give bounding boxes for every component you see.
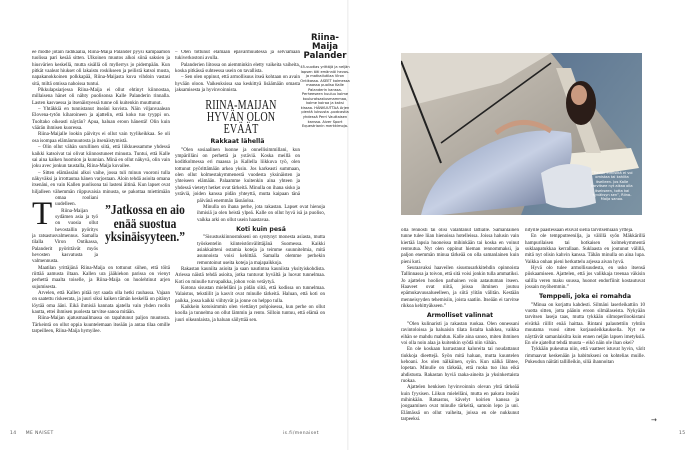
paragraph: – Yhtäkkiä en tunnistanut itseäni kuvista. Näin viljanvaalean Elovena-tytön kiharoineen ja ajattelin, että koko tuo tyyppi on. Tuoltako oikeasti näytän? Apua, haluan eroon hänestä! Olin kuin väärän ihmisen kuoressa. bbox=[32, 107, 170, 132]
section-heading-rakkaat: Rakkaat lähellä bbox=[210, 138, 265, 146]
paragraph: ”Minua on korjattu kahdesti. Silmäni laserleikattiin 10 vuotta sitten, jotta päänin eroon silmälaseista. Nykyään tarvitsen laseja taas, mutta tykkään silmoperilookistani eivätkä riillit enää haittaa. Rintani palautettiin ryhtiin muutama vuosi sitten korjausleikkauksella. Nyt ne näyttävät samanlaisilta kuin ennen neljän lapsen imetyksiä. En ole ajatellut tehdä muuta – eikö näin ole ihan okei? bbox=[525, 302, 645, 346]
paragraph: Palanderien liitossa on aiemminkin eletty vaikeita vaiheita, koska pitkässä suhteessa usein on tavallista. bbox=[175, 62, 300, 75]
magazine-name: ME NAISET bbox=[25, 431, 54, 436]
paragraph: Riina-Maijan ajatusmaailmassa on tapahtunut paljon muutosta. Tärkeintä on ollut oppia kuuntelemaan itseään ja antaa tilaa omille tarpeilleen, Riina-Maija hymyilee. bbox=[32, 316, 170, 335]
paragraph: Hyvä olo tulee armollisuudesta, en usko itsensä piiskaamiseen. Ajattelen, että jos valikkaja treenaa väkisin salilla veren maku suussa, huonot endorfiinit kostautuvat jossain myöhemmin.” bbox=[525, 266, 645, 291]
paragraph: Rakastan kauniita asioita ja saan nautintoa kauniista yksityiskohdista. Ariessa näistä tehdä asioita, jotka tuntuvat hyvältä ja luovat tunnelmaa. Koti on minulle turvapaikka, johon voin vetäytyä. bbox=[175, 266, 325, 285]
footer-left bbox=[10, 431, 54, 436]
paragraph: Kaikkein kotoisimmin olen viettänyt pohjoisessa, kun perhe on ollut koolla ja tunnelma on ollut lämmin ja rento. Silloin tuntuu, että elämä on juuri oikeanlaista, ja haluan säilyttää sen. bbox=[175, 305, 325, 323]
right-column-b bbox=[525, 228, 645, 426]
profile-bio: 45-vuotias yrittäjä ja neljän lapsen äiti emännöi hevos- ja matkailutilaa Viron Ontikassa. ASEET kolmessa maassa puoliso Kalle Palanderin kanssa. Perheeseen kuuluu kolme kouluratsastusmammaa, kolme koiraa ja kaksi kissaa. HÄNKUUTTAA Arjen pientä luksusta -podcastia yhdessä Perri Vauttaisen kanssa. Aiver Sport Equestrianin merkkimoja. bbox=[300, 65, 350, 129]
drop-cap: T bbox=[32, 196, 53, 232]
paragraph: Kotona sisustan mielelläni ja pidän siitä, että kodissa on tunnelmaa. Valaistus, tekstiilit ja kasvit ovat minulle tärkeitä. Haluan, että koti on paikka, jossa kaikki viihtyvät ja jonne on helppo tulla. bbox=[175, 285, 325, 304]
paragraph: ee modle jotain radikaalia, Riina-Maija Palander pyysi kampaamon tuolissa pari kesää sitten. Ulkoinen muutos alkoi siinä saksien ja hiusvärien keskellä, mutta sisällä oli myllerrys jo pidempään. Kun pitkät vaaleat hiukset oli lakaistu roskikseen ja peilistä katsoi musta, napakanokkoinen polkkapää, Riina-Maijasta kuva vihdoin vastasi sitä, miltä omissa nahoissa tuntui. bbox=[32, 50, 170, 87]
paragraph: En ole koskaan harrastanut kaloreita tai noudattanut tiukkoja dieettejä. Syön mitä haluan, mutta kuuntelen kehoani. Jos olen nälkäinen, syön. Kun nälkä lähtee, lopetan. Minulle on tärkeää, että ruoka tuo iloa eikä ahdistusta. Rakastan hyviä raaka-aineita ja yksinkertaista ruokaa. bbox=[401, 347, 519, 384]
paragraph: olla rennosti tai olisi valahtanut lattialle. Samanlainen tunne tulee liian hienoissa hotelleissa. Joissa halusin vain kiertää lapsia huoneissa mihinkään tai koska en voinut rentoutua. Nyt olen oppinut hieman rennommaksi, ja paljon enemmän minua tärkeää on olla samanlainen kuin pieni koti. bbox=[401, 228, 519, 265]
paragraph: Pikkulapsiarjessa Riina-Maija ei ollut ehtinyt kiinnostaa, millaisena hänet oli nähty puolisonsa Kalle Palanderin rinnalla. Lasten kasvaessa ja itsenäistyessä tunne oli kuitenkin muuttunut. bbox=[32, 88, 170, 106]
footer-url: is.fi/menaiset bbox=[283, 431, 319, 436]
pull-quote: ”Jatkossa en aio enää suostua yksinäisyyteen.” bbox=[104, 202, 186, 244]
paragraph: Riina-Maijan sydämen asia ja työ on vuosia ollut hevostallin pyöritys ja ratsastusvalmennus. Samalla tilalla Viron Ontikassa, Palanderit pyörittävät myös hevosten kasvatusta ja valmennusta. bbox=[32, 208, 98, 265]
section-heading-temppeli: Temppeli, joka ei romahda bbox=[538, 293, 632, 301]
page-number-left: 14 bbox=[10, 431, 17, 436]
paragraph: Riina-Maijalle lookin päivitys ei ollut vain tyylikeikkaa. Se oli osa isompaa elämänmuutosta ja itsenäistymistä. bbox=[32, 132, 170, 144]
page-number-right: 15 bbox=[679, 431, 686, 436]
paragraph: Arvelen, että Kallen pitää nyt saada olla hetki rauhassa. Vajaan on saatettu riskeerata, ja juuri siksi kaiken tämän keskellä on pitänyt löytää oma ääni. Eikä ihmisiä kannata ajatella vain yhden roolin kautta, ettei ihmisen puolesta tarvitse sanoa mitään. bbox=[32, 291, 170, 316]
paragraph: nityille päästessään etsivät siellä tarvitsemiaan yrttejä. bbox=[525, 228, 634, 233]
profile-name: Riina-Maija Palander bbox=[303, 33, 347, 61]
section-heading-koti: Koti kuin pesä bbox=[236, 225, 286, 233]
paragraph: Seuraavaksi haaveilen sisustusarkkitehdin opinnoista Tallinnassa ja toivon, että sitä voisi jonkin tulla ammatiksi. Jo ajattelen hoolien parhainen voin aatautuman itseen. Haaveet ovat niitä, joissa ihminen joutuu epämukavuusalueelleen, ja siitä ylitän välitän. Kestään menneisyyden tehemisiin, joista saatiin. Itseään ei tarvitse rikkoa kehittyäkseen.” bbox=[401, 266, 519, 310]
paragraph: ”Sisustuskiinnostukseni on syntynyt monesta asiasta, mutta työskentelin kiinteistönvälittäjänä Suomessa. Kaikki asiakkaitteni ostamia koteja ja teimme suunnitelmia, mitä asunnoista voisi kehittää. Samalla olemme perhekin remontoinut useita koteja ja majapaikkoja. bbox=[197, 235, 325, 266]
paragraph: ”Olen kulinaristi ja rakastan ruokaa. Olen onnessani ravintoloissa ja haluaisin tilata listalta kaikkea, vaikka eihän se mahdu mahdun. Kalle aina sanoo, miten ihminen voi olla noin alaa ja kuitenkin syödä niin vähän. bbox=[401, 321, 519, 346]
main-heading: RIINA-MAIJAN HYVÄN OLON EVÄÄT bbox=[205, 98, 277, 138]
right-column-a bbox=[401, 228, 519, 426]
paragraph: Ajattelen henkisen hyvinvoinnin olevan yhtä tärkeää kuin fyysisen. Liikun mielelläni, mutta en pakota itseäni mihinkään. Ratsastus, kävelyt koirien kanssa ja joogaaminen ovat minulle tärkeitä, samoin lepo ja uni. Elämässä on ollut vaiheita, joissa en ole nukkunut tarpeeksi. bbox=[401, 385, 519, 422]
text-block bbox=[401, 322, 519, 424]
photo-caption: ”Tiedän ihmisiltä ei voi omistaa tai kahlita itselleen. Jos Kalle tarvitsee nyt aikaa olla itsekseen, totta kai hyväksyn sen”, Riina-Maija sanoo. bbox=[591, 171, 633, 202]
paragraph: ”Olen sosiaalinen luonne ja onnellisimmillani, kun ympärilläni on perhettä ja ystäviä. Koska meillä on koditkolmessa eri maassa ja Kallella liikkuva työ, olen tottunut pyörittämään arkea yksin. Jos karkeasti summaan, olen ollut kolmestakymmenestä vuodesta yksinäisten ja yhteiseen elämään. Palaamme kuitenkin aina yhteen ja yhdessä vietetyt hetket ovat tärkeitä. Minulla on ihana sisko ja ystäviä, joiden kanssa pidän yhteyttä, mutta kaipaan tänä päivänä enemmän läsnäoloa. bbox=[175, 147, 300, 204]
paragraph: – Olen tottunut elämään epävarmuudessa ja selviämään tukiverkostoni avulla. bbox=[175, 50, 300, 62]
text-block bbox=[401, 228, 519, 310]
portrait-photo bbox=[401, 53, 642, 215]
text-block bbox=[525, 303, 645, 366]
paragraph: Tykkään pukeutua niin, että vaatteet istuvat hyvin, värit rimmaavat keskenään ja habitukseni on kohtelias muille. Pukeudun näitäti tallilleikin, siliä ihannoitan bbox=[525, 347, 645, 365]
paragraph: – Sen olen oppinut, että armollisuus itseä kohtaan on avain hyvään oloon. Vaikeuksissa saa keskittyä lisäämään omasta jaksamisesta ja hyvinvoinnista. bbox=[175, 75, 300, 94]
paragraph: – Sitten elämässäni alkoi vaihe, jossa tuli minun vuoroni tulla näkyväksi ja irrottautua hänen varjostaan. Aloin tehdä asioita omana itsenäni, en vain Kallen puolisona tai lasteni äitinä. Kun lapset ovat hiljalleen vähemmän riippuvaisia minusta, se pakottaa miettimään omaa rooliani uudelleen. bbox=[32, 170, 170, 208]
section-heading-armolliset: Armolliset valinnat bbox=[426, 312, 494, 320]
paragraph: Minulla on ihana perhe, jota rakastan. Lapset ovat hienoja ihmisiä ja olen heistä ylpeä. Kalle on ollut hyvä isä ja puoliso, vaikka arki on ollut usein haastavaa. bbox=[197, 204, 325, 223]
profile-sidebar bbox=[300, 34, 350, 129]
paragraph: – Olin ollut vähän surullinen siitä, että liikkuessamme yhdessä kaikki katsoivat tai olivat kiinnostuneet minusta. Tuntui, että Kalle sai aina kaiken huomion ja kunnian. Minä en ollut näkyvä, olin vain joku avec jonkun taustalla, Riina-Maija kuvailee. bbox=[32, 145, 170, 170]
paragraph: En ole tempputreenilja, ja välillä syön Mäkkärillä hampurilaisen tai hotkaisen kolmekymmentä suklaapatukkaa kerrallaan. Suklaasta en joutunut välillä, mitä nyt olisin kahvin kanssa. Tähän minulla on aina lupa. Vaikka onhan pieni herkuttelu arjessa aivan hyvä. bbox=[525, 234, 645, 265]
text-block bbox=[32, 50, 170, 335]
text-block bbox=[525, 228, 645, 291]
text-block bbox=[175, 235, 325, 324]
continue-arrow-icon: → bbox=[651, 416, 657, 424]
paragraph: Maatilan yrittäjänä Riina-Maija on tottunut siihen, että töitä riittää aamusta iltaan. Kallen ura jääkiekon parissa on vienyt perhettä maalta toiselle, ja Riina-Maija on huolehtinut arjen sujumisesta. bbox=[32, 265, 170, 290]
